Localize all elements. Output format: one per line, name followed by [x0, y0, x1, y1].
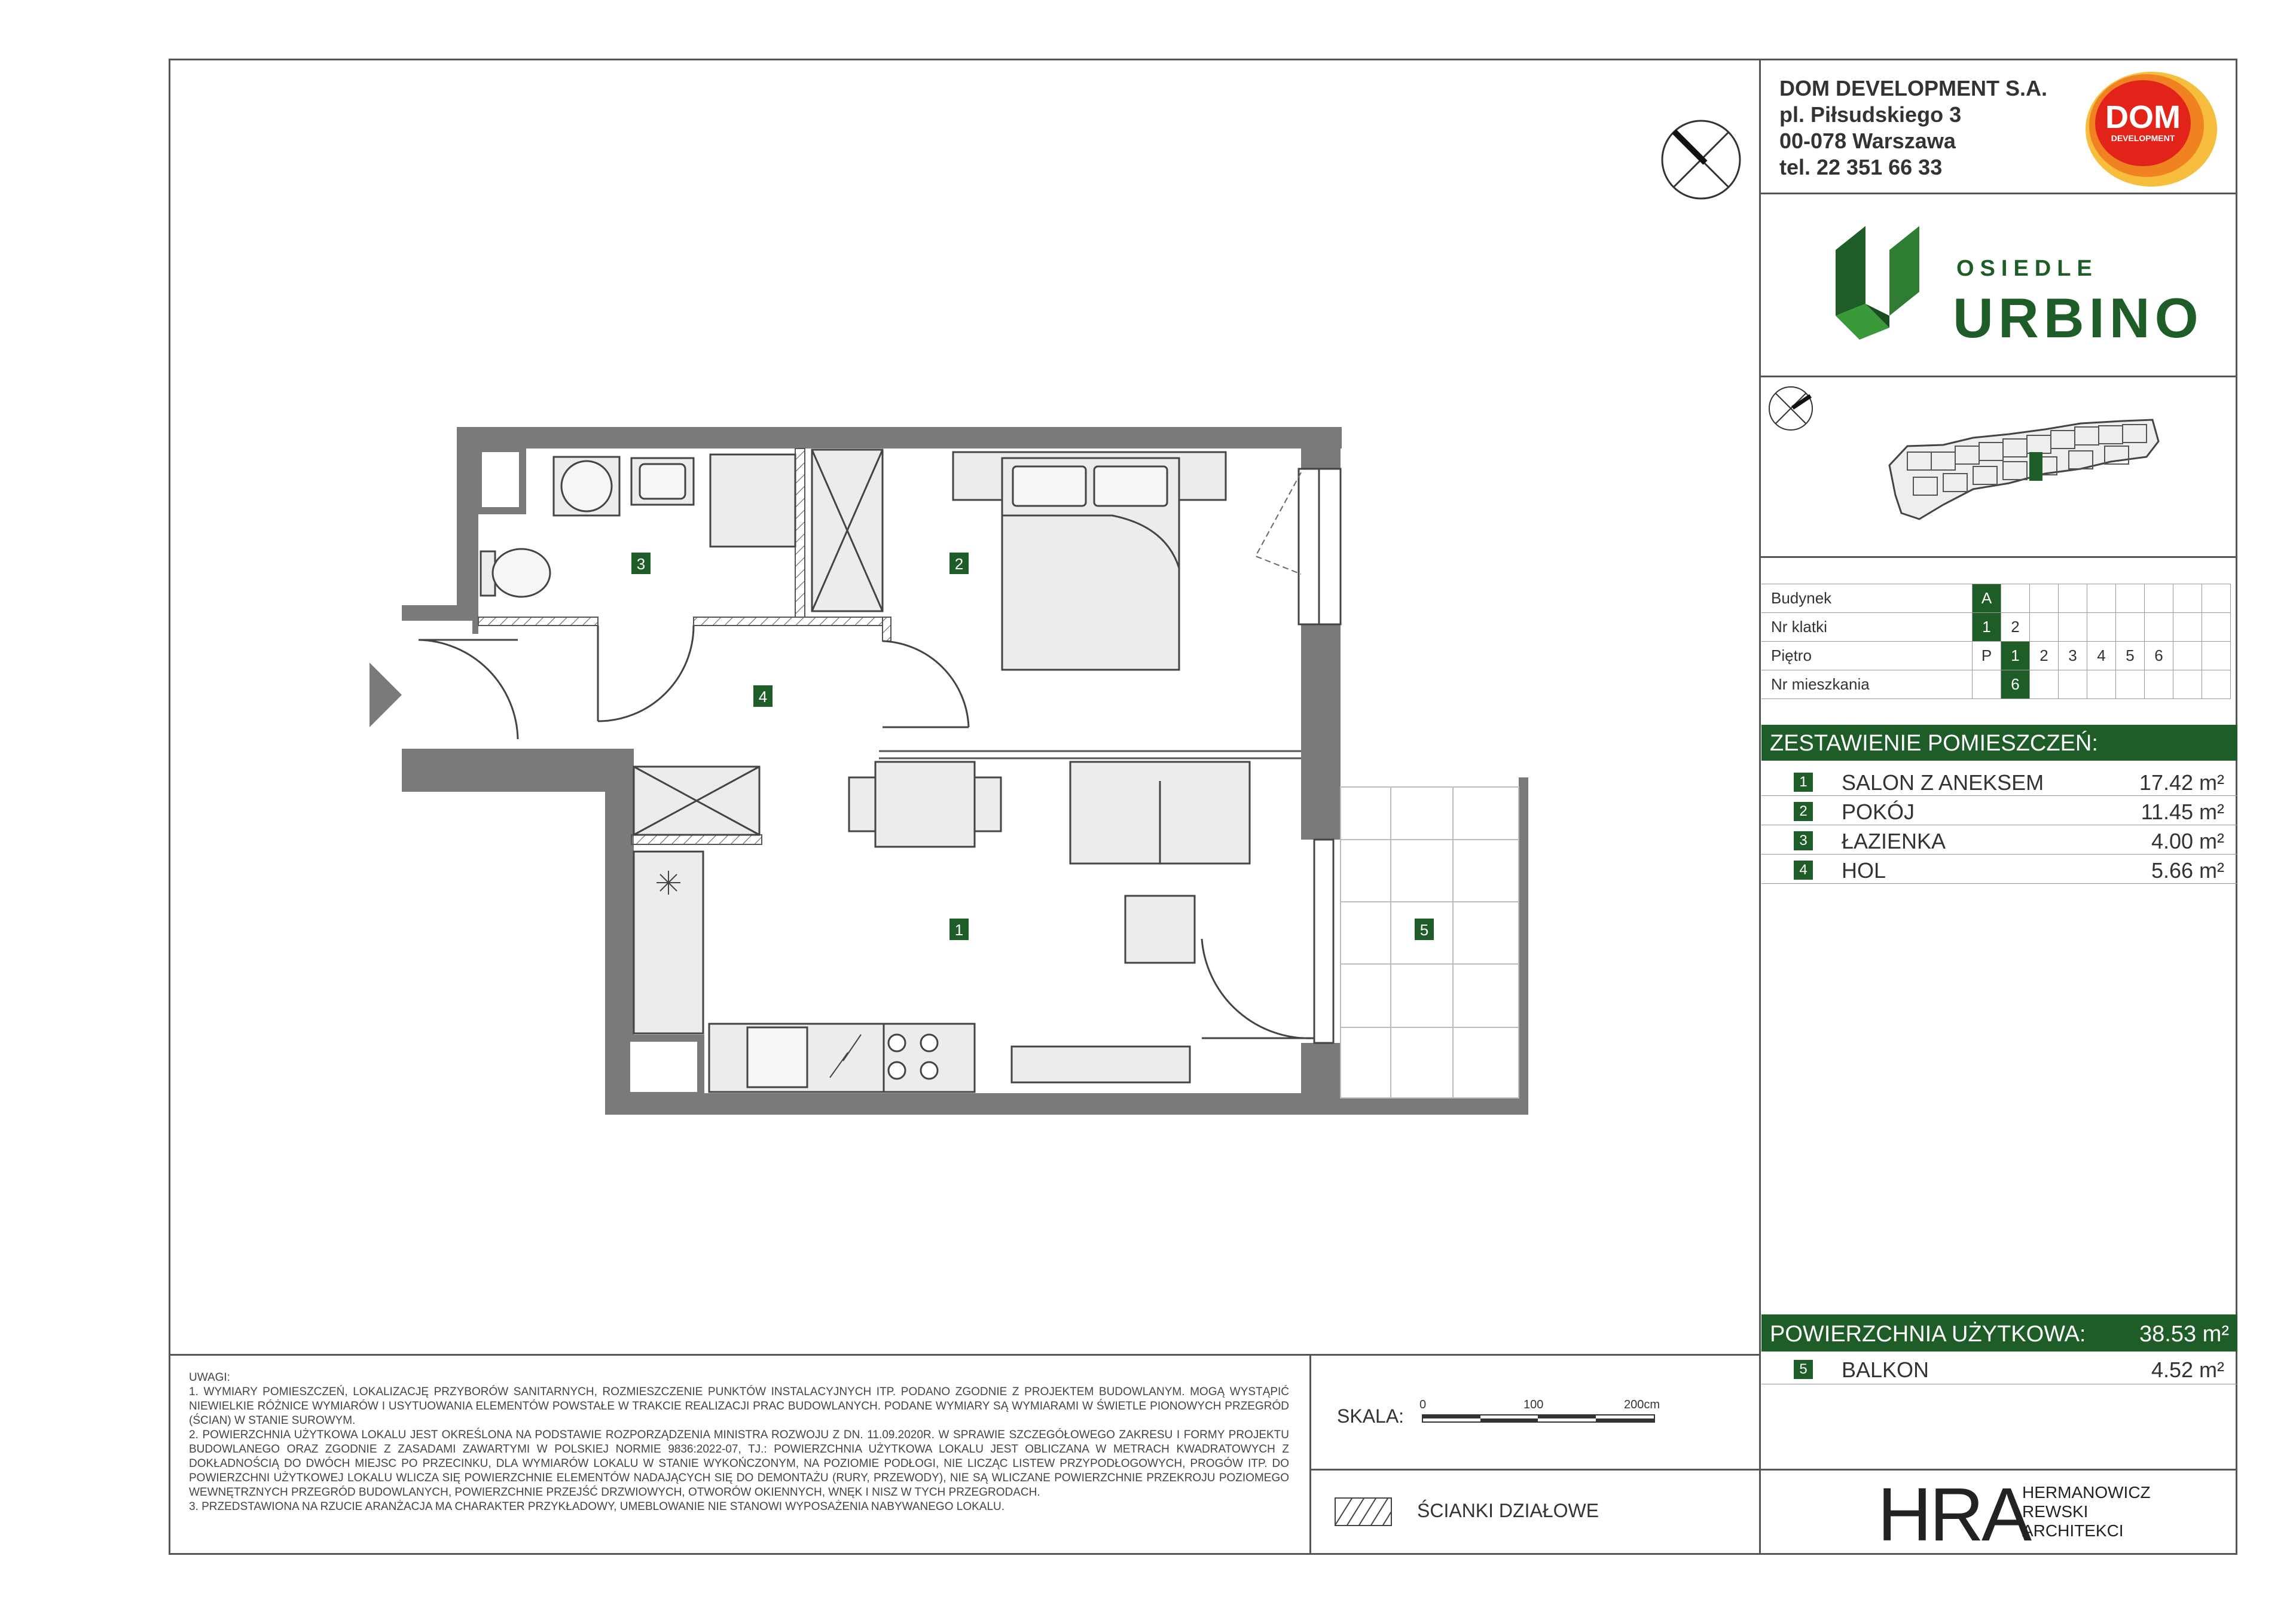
divider [1761, 854, 2237, 855]
info-cell: 1 [2001, 642, 2030, 670]
legend-label: ŚCIANKI DZIAŁOWE [1417, 1500, 1599, 1521]
info-cell: 4 [2087, 642, 2116, 670]
note-item: 1. WYMIARY POMIESZCZEŃ, LOKALIZACJĘ PRZYBORÓW SANITARNYCH, ROZMIESZCZENIE PUNKTÓW INSTALACYJNYCH ITP. PODANO ZGODNIE Z PROJEKTEM BUDOWLANYM. MOGĄ WYSTĄPIĆ NIEWIELKIE RÓŻNICE WYMIARÓW I USYTUOWANIA ELEMENTÓW POWSTAŁE W TRAKCIE REALIZACJI PRAC BUDOWLANYCH. PODANE WYMIARY SĄ WYMIARAMI W ŚWIETLE PIONOWYCH PRZEGRÓD (ŚCIAN) W STANIE SUROWYM. [189, 1386, 1289, 1427]
urbino-logo-mark [1836, 226, 1925, 340]
info-cell [2116, 613, 2145, 642]
divider [1759, 59, 1761, 1555]
room-row [1788, 826, 2224, 856]
divider [1309, 1354, 1311, 1555]
info-cell [2202, 670, 2231, 699]
divider [1759, 1469, 2237, 1471]
room-row [1788, 768, 2224, 798]
architect-line: REWSKI [2022, 1502, 2089, 1521]
info-cell [2087, 670, 2116, 699]
divider [1761, 795, 2237, 796]
info-cell: 6 [2145, 642, 2173, 670]
info-cell: 2 [2001, 613, 2030, 642]
info-cell [2173, 642, 2202, 670]
info-cell: 3 [2059, 642, 2087, 670]
info-cell [2087, 584, 2116, 613]
room-name: ŁAZIENKA [1842, 829, 1946, 853]
info-cell [2059, 670, 2087, 699]
room-area: 5.66 m² [2151, 858, 2224, 883]
room-number-badge: 1 [1794, 773, 1813, 792]
company-address [1779, 75, 2047, 181]
usable-area-value: 38.53 m² [2139, 1322, 2229, 1347]
rooms-header [1761, 725, 2237, 761]
info-cell [2116, 584, 2145, 613]
info-row [1761, 642, 2231, 670]
fridge-icon [657, 871, 680, 895]
room-name: HOL [1842, 858, 1886, 883]
info-cell [2145, 613, 2173, 642]
info-cell [2059, 613, 2087, 642]
project-prefix: OSIEDLE [1956, 256, 2098, 281]
info-cell [2173, 670, 2202, 699]
info-row [1761, 584, 2231, 613]
unit-info-table [1761, 584, 2231, 699]
room-label: 1 [954, 921, 964, 939]
scale-bar [1422, 1414, 1661, 1426]
room-number-badge: 4 [1794, 861, 1813, 880]
info-cell [2145, 670, 2173, 699]
compass-icon [1764, 382, 1818, 435]
info-label: Nr mieszkania [1761, 670, 1973, 699]
room-area: 4.00 m² [2151, 829, 2224, 853]
project-name: URBINO [1953, 286, 2203, 349]
partition-wall-hatch-icon [1335, 1497, 1392, 1526]
room-name: SALON Z ANEKSEM [1842, 770, 2044, 795]
info-label: Nr klatki [1761, 613, 1973, 642]
room-number-badge: 3 [1794, 831, 1813, 850]
room-area: 17.42 m² [2139, 770, 2224, 795]
logo-text-top: DOM [2105, 99, 2181, 135]
architect-line: HERMANOWICZ [2022, 1483, 2151, 1502]
info-cell [2173, 584, 2202, 613]
company-phone: tel. 22 351 66 33 [1779, 155, 1943, 179]
info-label: Piętro [1761, 642, 1973, 670]
dom-development-logo [2081, 67, 2224, 193]
room-label: 2 [954, 555, 964, 573]
site-key-plan [1883, 399, 2170, 531]
architect-line: ARCHITEKCI [2022, 1521, 2124, 1540]
company-city: 00-078 Warszawa [1779, 129, 1956, 153]
info-cell: 2 [2030, 642, 2059, 670]
room-row [1788, 856, 2224, 886]
balcony-tiles [1341, 787, 1519, 1098]
room-row [1788, 797, 2224, 827]
info-cell: 5 [2116, 642, 2145, 670]
info-cell [2030, 613, 2059, 642]
logo-text-bottom: DEVELOPMENT [2111, 133, 2175, 143]
entrance-arrow-icon [370, 663, 402, 727]
wall-lines [879, 751, 1301, 758]
info-row [1761, 613, 2231, 642]
note-item: 2. POWIERZCHNIA UŻYTKOWA LOKALU JEST OKREŚLONA NA PODSTAWIE ROZPORZĄDZENIA MINISTRA ROZWOJU Z DN. 11.09.2020R. W SPRAWIE SZCZEGÓŁOWEGO ZAKRESU I FORMY PROJEKTU BUDOWLANEGO ORAZ ZGODNIE Z ZASADAMI ZAWARTYMI W POLSKIEJ NORMIE 9836:2022-07, TJ.: POWIERZCHNIA UŻYTKOWA LOKALU JEST OBLICZANA W METRACH KWADRATOWYCH Z DOKŁADNOŚCIĄ DO DWÓCH MIEJSC PO PRZECINKU, DLA WYMIARÓW LOKALU W STANIE WYKOŃCZONYM, NA POZIOMIE PODŁOGI, NIE LICZĄC LISTEW PRZYPODŁOGOWYCH, PROGÓW ITP. DO POWIERZCHNI UŻYTKOWEJ LOKALU WLICZA SIĘ POWIERZCHNIE ELEMENTÓW NADAJĄCYCH SIĘ DO DEMONTAŻU (RURY, PRZEWODY), NIE SĄ WLICZANE POWIERZCHNIE PRZEKROJU POZIOMEGO WEWNĘTRZNYCH PRZEGRÓD BUDOWLANYCH, POWIERZCHNIE PRZEJŚĆ DRZWIOWYCH, OTWORÓW OKIENNYCH, WNĘK I NISZ W TYCH PRZEGRODACH. [189, 1429, 1289, 1499]
info-cell [2001, 584, 2030, 613]
info-cell [2202, 584, 2231, 613]
room-area: 11.45 m² [2141, 800, 2224, 824]
notes-title: UWAGI: [189, 1371, 230, 1384]
scale-tick: 200cm [1624, 1398, 1660, 1411]
info-cell [2202, 613, 2231, 642]
info-cell [2173, 613, 2202, 642]
architect-name [2022, 1483, 2151, 1540]
scale-tick: 0 [1419, 1398, 1427, 1411]
usable-area-bar [1761, 1314, 2237, 1352]
company-name: DOM DEVELOPMENT S.A. [1779, 76, 2048, 100]
info-cell [2059, 584, 2087, 613]
info-cell: 6 [2001, 670, 2030, 699]
architect-logo: HRA [1877, 1472, 2030, 1557]
room-number-badge: 2 [1794, 802, 1813, 821]
info-cell [2202, 642, 2231, 670]
divider [1759, 193, 2237, 194]
divider [169, 1354, 1760, 1356]
scale-tick: 100 [1523, 1398, 1544, 1411]
company-street: pl. Piłsudskiego 3 [1779, 102, 1962, 127]
info-cell [2030, 670, 2059, 699]
room-name: BALKON [1842, 1357, 1929, 1382]
usable-area-label: POWIERZCHNIA UŻYTKOWA: [1770, 1322, 2086, 1347]
room-number-badge: 5 [1794, 1360, 1813, 1379]
divider [1759, 376, 2237, 377]
balcony-row [1788, 1355, 2224, 1385]
divider [1761, 883, 2237, 884]
info-row [1761, 670, 2231, 699]
info-cell: 1 [1973, 613, 2001, 642]
info-cell: P [1973, 642, 2001, 670]
rooms-header-text: ZESTAWIENIE POMIESZCZEŃ: [1770, 731, 2098, 756]
info-cell [2145, 584, 2173, 613]
room-label: 3 [636, 555, 646, 573]
info-cell [2087, 613, 2116, 642]
info-cell: A [1973, 584, 2001, 613]
room-label: 5 [1419, 921, 1429, 939]
info-label: Budynek [1761, 584, 1973, 613]
info-cell [2030, 584, 2059, 613]
notes [189, 1371, 1289, 1514]
divider [1309, 1469, 1760, 1471]
info-cell [1973, 670, 2001, 699]
note-item: 3. PRZEDSTAWIONA NA RZUCIE ARANŻACJA MA CHARAKTER PRZYKŁADOWY, UMEBLOWANIE NIE STANOWI WYPOSAŻENIA NABYWANEGO LOKALU. [189, 1500, 1005, 1513]
room-area: 4.52 m² [2151, 1357, 2224, 1382]
room-label: 4 [758, 688, 768, 706]
room-name: POKÓJ [1842, 800, 1915, 824]
info-cell [2116, 670, 2145, 699]
scale-label: SKALA: [1337, 1405, 1405, 1427]
divider [1759, 556, 2237, 558]
